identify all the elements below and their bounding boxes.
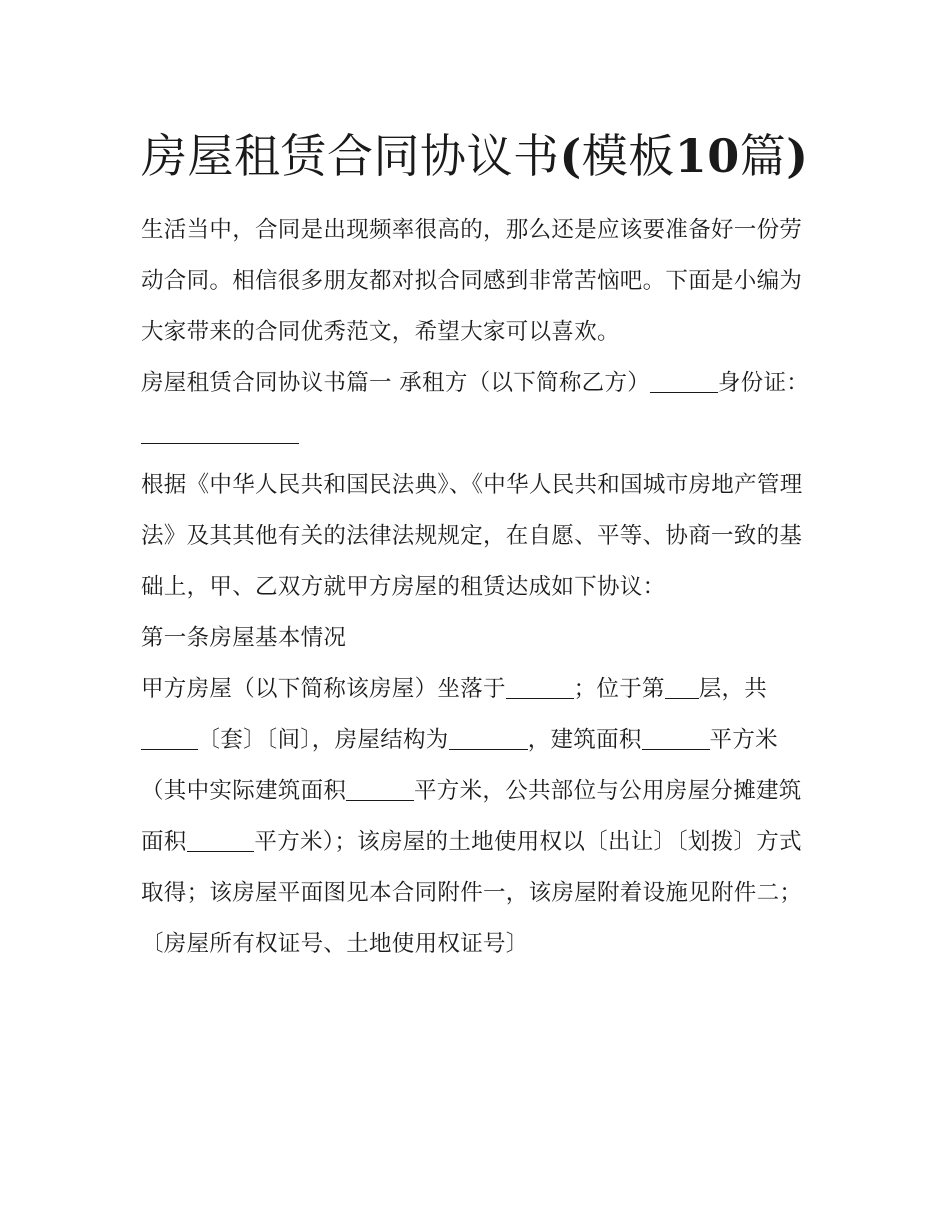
fill-in-blank xyxy=(141,725,198,750)
paragraph-property-details: 甲方房屋（以下简称该房屋）坐落于 ；位于第 层，共〔套〕〔间〕，房屋结构为 ，建筑面积 平方米（其中实际建筑面积 平方米，公共部位与公用房屋分摊建筑面积 平方米）；该房屋的土地使用权以〔出让〕〔划拨〕方式取得；该房屋平面图见本合同附件一，该房屋附着设施见附件二；〔房屋所有权证号、土地使用权证号〕 xyxy=(141,676,803,957)
fill-in-blank xyxy=(449,725,528,750)
paragraph-legal-basis: 根据《中华人民共和国民法典》、《中华人民共和国城市房地产管理法》及其其他有关的法律法规规定，在自愿、平等、协商一致的基础上，甲、乙双方就甲方房屋的租赁达成如下协议： xyxy=(141,472,803,600)
section-heading-article-1: 第一条房屋基本情况 xyxy=(141,625,347,651)
fill-in-blank xyxy=(141,419,299,444)
title-part: 10 xyxy=(674,129,740,183)
fill-in-blank xyxy=(650,368,718,393)
fill-in-blank xyxy=(187,827,255,852)
document-content xyxy=(141,118,821,970)
paragraph-tenant-info: 房屋租赁合同协议书篇一 承租方（以下简称乙方） 身份证： xyxy=(141,358,821,460)
fill-in-blank xyxy=(642,725,710,750)
fill-in-blank xyxy=(506,674,574,699)
document-title xyxy=(141,118,821,195)
paragraph-intro: 生活当中，合同是出现频率很高的，那么还是应该要准备好一份劳动合同。相信很多朋友都对拟合同感到非常苦恼吧。下面是小编为大家带来的合同优秀范文，希望大家可以喜欢。 xyxy=(141,217,803,345)
fill-in-blank xyxy=(346,776,414,801)
fill-in-blank xyxy=(665,674,699,699)
title-main: 房屋租赁合同协议书 xyxy=(141,129,560,183)
title-part: 模板 xyxy=(581,129,675,183)
title-part: ) xyxy=(786,129,809,183)
document-body xyxy=(141,205,821,970)
title-part: ( xyxy=(559,129,582,183)
title-part: 篇 xyxy=(739,129,787,183)
